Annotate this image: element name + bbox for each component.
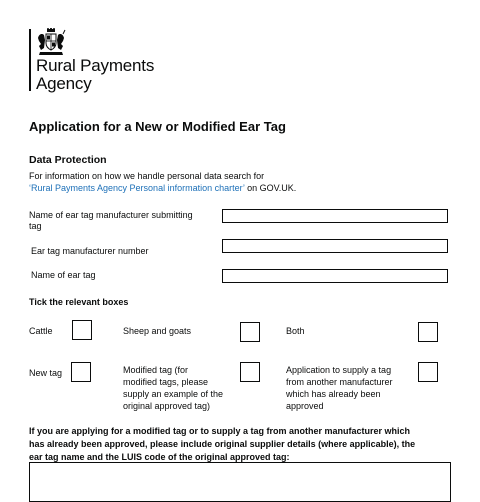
data-protection-heading: Data Protection — [29, 154, 107, 166]
manufacturer-name-label-line1: Name of ear tag manufacturer submitting — [29, 210, 193, 220]
modified-tag-label-line: Modified tag (for — [123, 365, 189, 375]
data-protection-text — [29, 170, 449, 194]
supply-approved-tag-checkbox[interactable] — [418, 362, 438, 382]
personal-information-charter-link[interactable]: ‘Rural Payments Agency Personal information charter’ — [29, 183, 245, 193]
supply-approved-tag-label-line: approved — [286, 401, 324, 411]
ear-tag-name-field[interactable] — [222, 269, 448, 283]
form-title: Application for a New or Modified Ear Tag — [29, 119, 286, 134]
manufacturer-name-label-line2: tag — [29, 221, 42, 231]
sheep-and-goats-checkbox[interactable] — [240, 322, 260, 342]
supply-approved-tag-label-line: from another manufacturer — [286, 377, 393, 387]
original-tag-details-field[interactable] — [29, 462, 451, 502]
data-protection-suffix: on GOV.UK. — [244, 183, 297, 193]
cattle-checkbox[interactable] — [72, 320, 92, 340]
modified-tag-label — [123, 364, 223, 412]
modified-tag-label-line: modified tags, please — [123, 377, 209, 387]
data-protection-line1: For information on how we handle personal data search for — [29, 171, 265, 181]
tick-boxes-heading: Tick the relevant boxes — [29, 297, 129, 307]
modified-tag-instructions — [29, 425, 459, 464]
new-tag-checkbox[interactable] — [71, 362, 91, 382]
modified-tag-instructions-line: has already been approved, please include original supplier details (where applicable), the — [29, 439, 416, 449]
manufacturer-name-label — [29, 210, 193, 232]
data-protection-line2 — [29, 182, 449, 194]
both-checkbox[interactable] — [418, 322, 438, 342]
both-label: Both — [286, 326, 305, 336]
cattle-label: Cattle — [29, 326, 53, 336]
supply-approved-tag-label-line: which has already been — [286, 389, 381, 399]
new-tag-label: New tag — [29, 368, 63, 378]
manufacturer-number-field[interactable] — [222, 239, 448, 253]
modified-tag-instructions-line: If you are applying for a modified tag or to supply a tag from another manufacturer which — [29, 426, 411, 436]
supply-approved-tag-label — [286, 364, 393, 412]
modified-tag-checkbox[interactable] — [240, 362, 260, 382]
ear-tag-name-label: Name of ear tag — [31, 270, 96, 280]
modified-tag-instructions-line: ear tag name and the LUIS code of the original approved tag: — [29, 452, 290, 462]
supply-approved-tag-label-line: Application to supply a tag — [286, 365, 392, 375]
logo-divider — [29, 29, 31, 91]
organisation-name — [36, 57, 154, 93]
royal-coat-of-arms-icon — [36, 28, 66, 56]
sheep-and-goats-label: Sheep and goats — [123, 326, 192, 336]
manufacturer-name-field[interactable] — [222, 209, 448, 223]
organisation-name-line2: Agency — [36, 74, 92, 93]
modified-tag-label-line: original approved tag) — [123, 401, 211, 411]
manufacturer-number-label: Ear tag manufacturer number — [31, 246, 149, 256]
modified-tag-label-line: supply an example of the — [123, 389, 224, 399]
organisation-name-line1: Rural Payments — [36, 56, 155, 75]
